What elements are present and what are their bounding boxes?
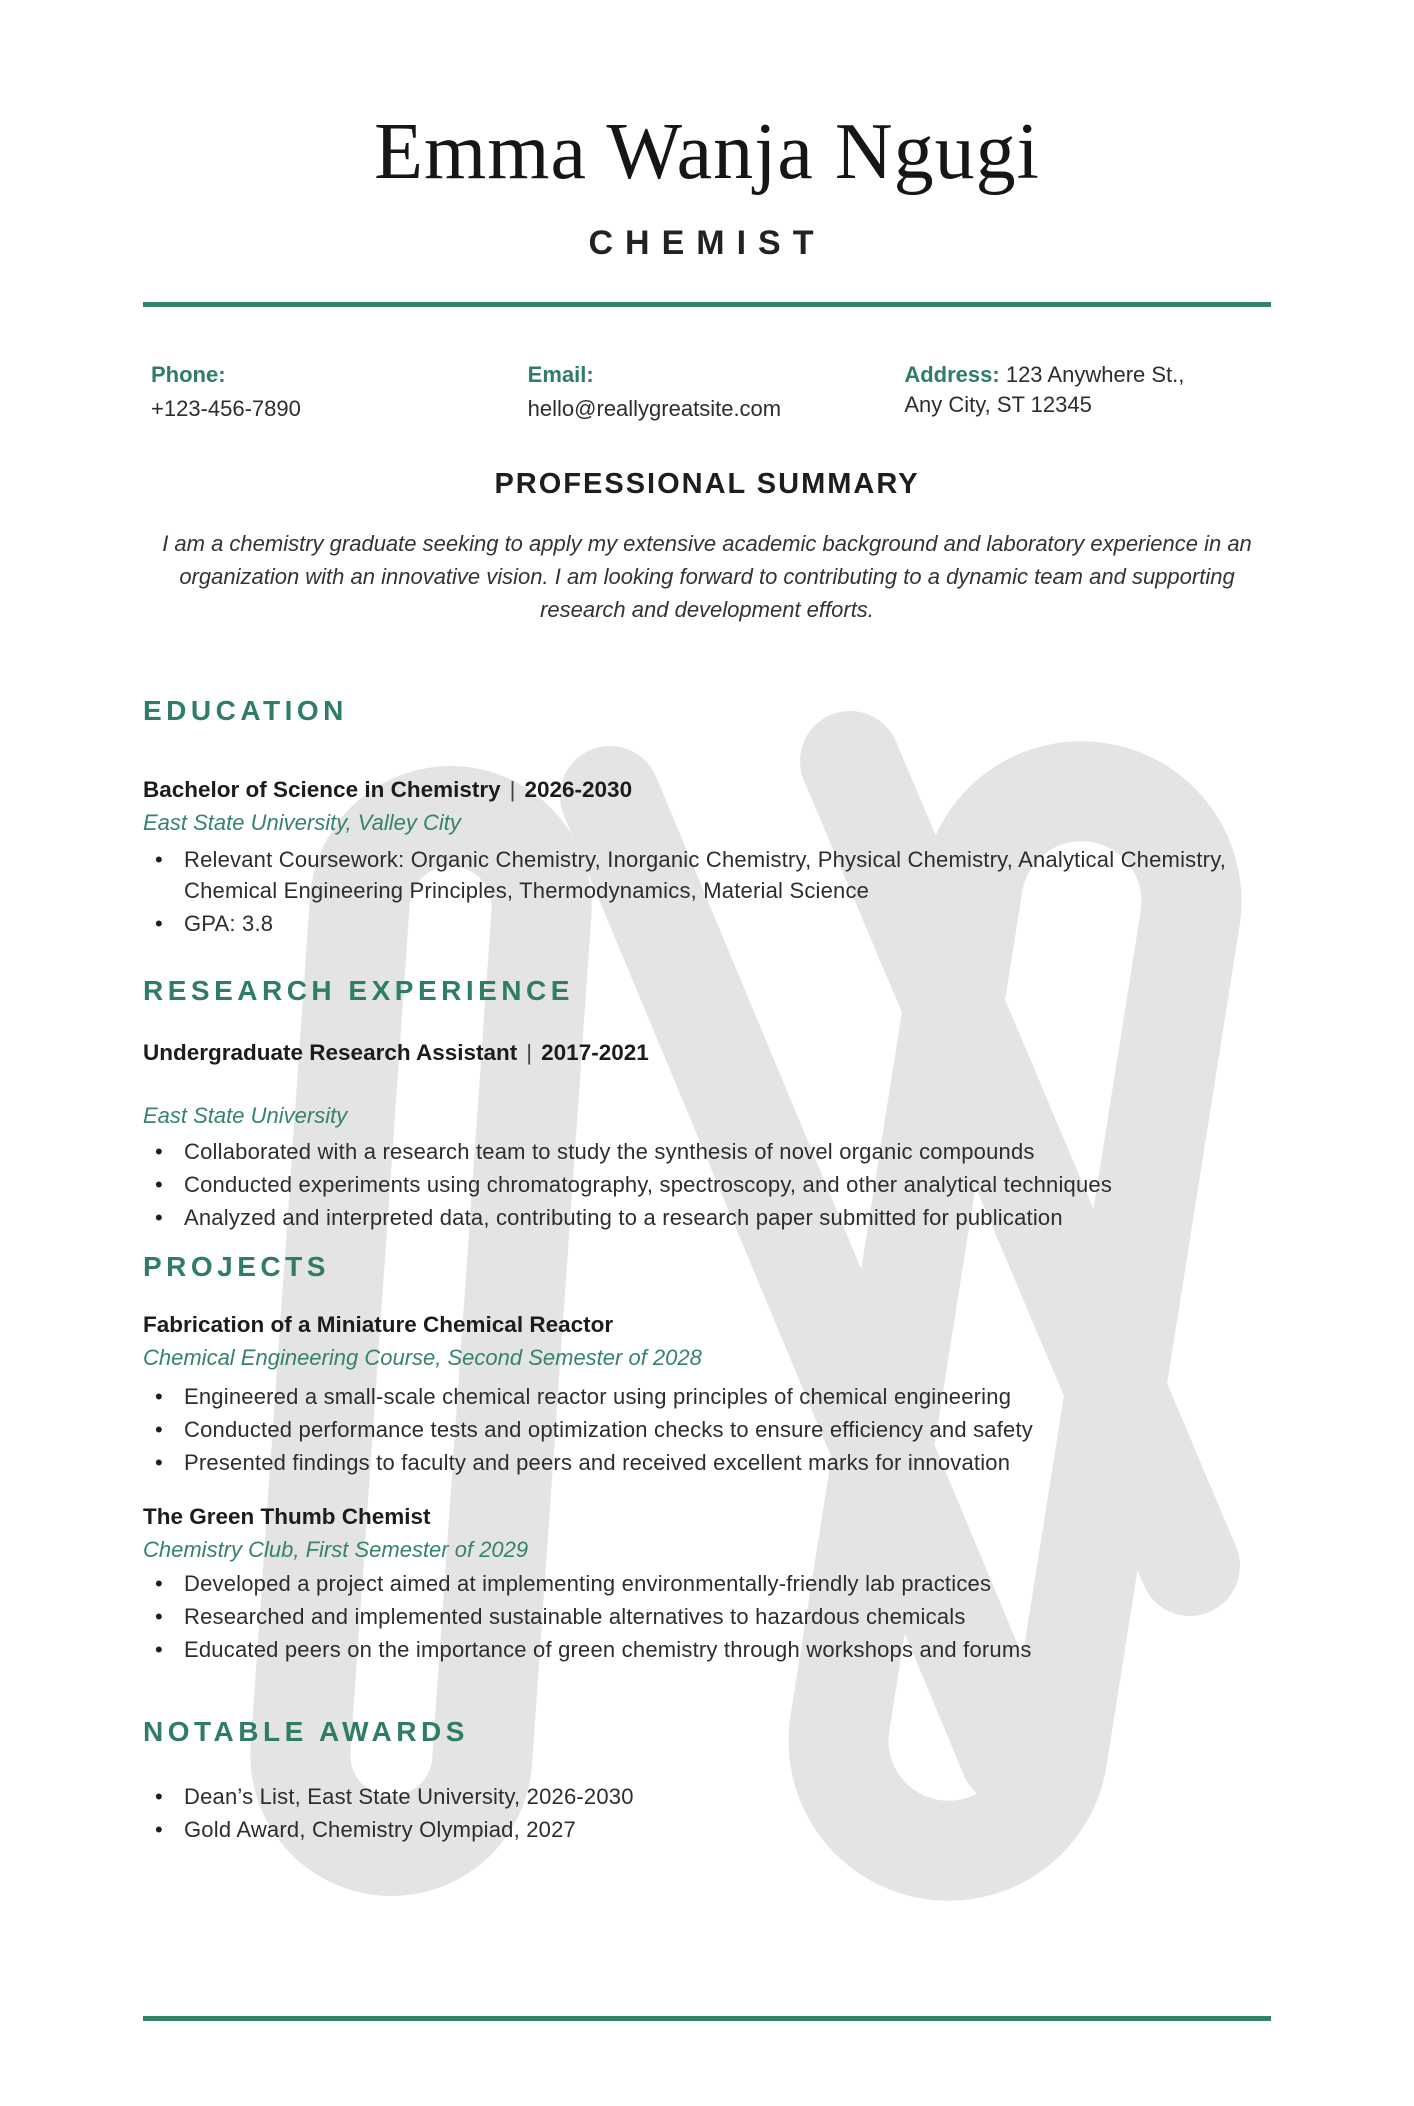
project-title: The Green Thumb Chemist	[143, 1504, 431, 1529]
project-item	[143, 1309, 1271, 1478]
education-degree-title	[143, 774, 1271, 805]
education-bullet-list	[143, 844, 1271, 939]
list-item: • Gold Award, Chemistry Olympiad, 2027	[143, 1814, 1271, 1845]
projects-heading: PROJECTS	[143, 1251, 330, 1282]
list-item: • Researched and implemented sustainable alternatives to hazardous chemicals	[143, 1601, 1271, 1632]
address-line1: 123 Anywhere St.,	[1005, 362, 1185, 387]
contact-email-block	[518, 360, 895, 424]
list-item: • Developed a project aimed at implementing environmentally-friendly lab practices	[143, 1568, 1271, 1599]
address-value	[904, 360, 1271, 420]
resume-content	[0, 106, 1414, 1845]
phone-value: +123-456-7890	[151, 396, 301, 421]
research-organization: East State University	[143, 1103, 348, 1128]
role-dates: 2017-2021	[541, 1040, 649, 1065]
research-role-title	[143, 1037, 1271, 1068]
address-label: Address:	[904, 362, 1000, 387]
project-bullet-list	[143, 1568, 1271, 1665]
degree-name: Bachelor of Science in Chemistry	[143, 777, 501, 802]
education-section	[143, 693, 1271, 939]
research-bullet-list	[143, 1136, 1271, 1233]
email-value: hello@reallygreatsite.com	[527, 396, 782, 421]
project-title: Fabrication of a Miniature Chemical Reactor	[143, 1312, 614, 1337]
research-section	[143, 973, 1271, 1233]
projects-section	[143, 1249, 1271, 1665]
education-heading: EDUCATION	[143, 695, 348, 726]
project-item	[143, 1501, 1271, 1665]
email-label: Email:	[527, 362, 594, 387]
resume-page	[0, 106, 1414, 2106]
role-name: Undergraduate Research Assistant	[143, 1040, 518, 1065]
list-item: • GPA: 3.8	[143, 908, 1271, 939]
bottom-divider	[143, 2016, 1271, 2021]
awards-section	[143, 1714, 1271, 1845]
list-item: • Collaborated with a research team to study the synthesis of novel organic compounds	[143, 1136, 1271, 1167]
person-name: Emma Wanja Ngugi	[374, 108, 1040, 196]
list-item: • Engineered a small-scale chemical reactor using principles of chemical engineering	[143, 1381, 1271, 1412]
list-item: • Relevant Coursework: Organic Chemistry, Inorganic Chemistry, Physical Chemistry, Analytical Chemistry, Chemical Engineering Principles, Thermodynamics, Material Science	[143, 844, 1271, 906]
list-item: • Analyzed and interpreted data, contributing to a research paper submitted for publication	[143, 1202, 1271, 1233]
phone-label: Phone:	[151, 362, 226, 387]
title-date-separator: |	[509, 777, 516, 802]
awards-bullet-list	[143, 1781, 1271, 1845]
list-item: • Presented findings to faculty and peers and received excellent marks for innovation	[143, 1447, 1271, 1478]
education-school: East State University, Valley City	[143, 810, 461, 835]
list-item: • Educated peers on the importance of green chemistry through workshops and forums	[143, 1634, 1271, 1665]
list-item: • Conducted performance tests and optimization checks to ensure efficiency and safety	[143, 1414, 1271, 1445]
project-subtitle: Chemistry Club, First Semester of 2029	[143, 1537, 529, 1562]
summary-text: I am a chemistry graduate seeking to apply my extensive academic background and laboratory experience in an organization with an innovative vision. I am looking forward to contributing to a dynamic team and supporting research and development efforts.	[162, 531, 1252, 622]
list-item: • Dean’s List, East State University, 2026-2030	[143, 1781, 1271, 1812]
contact-address-block	[894, 360, 1271, 424]
title-date-separator: |	[526, 1040, 533, 1065]
summary-heading: PROFESSIONAL SUMMARY	[494, 468, 920, 500]
contact-section	[143, 360, 1271, 424]
project-bullet-list	[143, 1381, 1271, 1478]
address-line2: Any City, ST 12345	[904, 392, 1092, 417]
research-heading: RESEARCH EXPERIENCE	[143, 975, 574, 1006]
top-divider	[143, 302, 1271, 307]
person-role: CHEMIST	[588, 224, 826, 262]
awards-heading: NOTABLE AWARDS	[143, 1716, 469, 1747]
list-item: • Conducted experiments using chromatography, spectroscopy, and other analytical techniques	[143, 1169, 1271, 1200]
contact-phone-block	[143, 360, 518, 424]
resume-header	[143, 106, 1271, 263]
degree-dates: 2026-2030	[524, 777, 633, 802]
project-subtitle: Chemical Engineering Course, Second Semester of 2028	[143, 1345, 702, 1370]
